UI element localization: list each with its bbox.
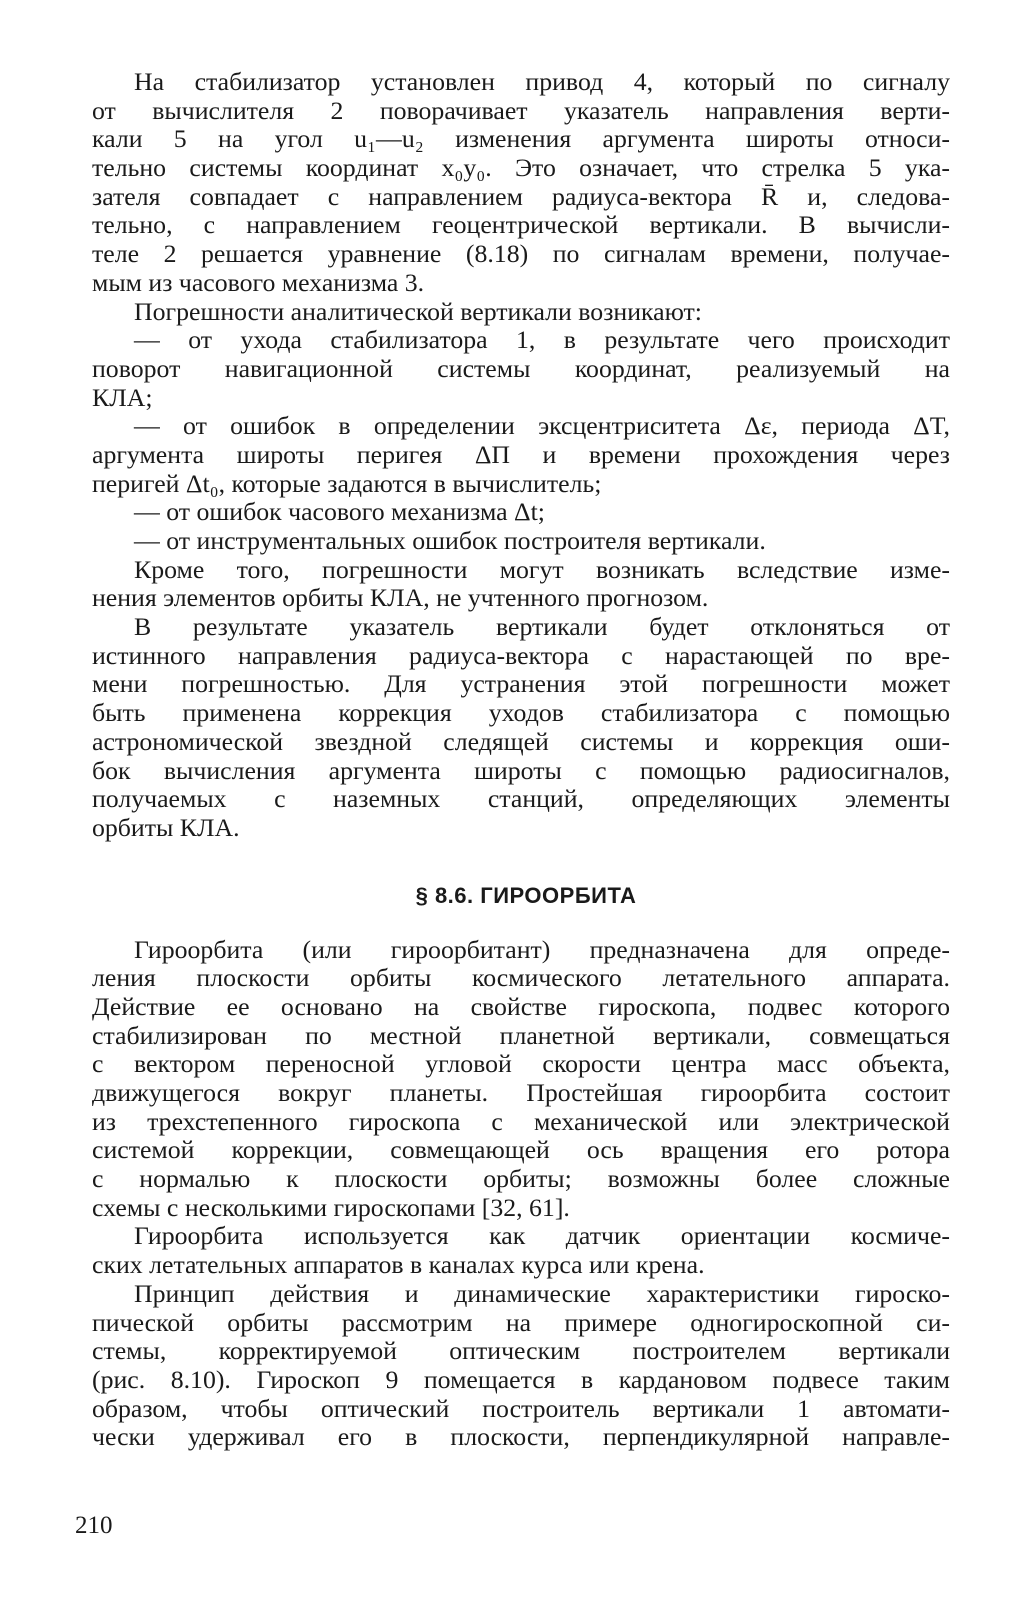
text-line: — от инструментальных ошибок построителя вертикали. xyxy=(134,527,766,555)
text-line: бок вычисления аргумента широты с помощью радиосигналов, xyxy=(92,756,950,785)
text-line: стабилизирован по местной планетной вертикали, совмещаться xyxy=(92,1021,950,1050)
text-line: образом, чтобы оптический построитель вертикали 1 автомати- xyxy=(92,1394,950,1423)
page-number: 210 xyxy=(75,1512,113,1539)
text-line: с нормалью к плоскости орбиты; возможны более сложные xyxy=(92,1165,950,1194)
text-line: астрономической звездной следящей системы и коррекция оши- xyxy=(92,727,950,756)
paragraph xyxy=(92,498,950,527)
text-line: стемы, корректируемой оптическим построителем вертикали xyxy=(92,1337,950,1366)
text-line: из трехстепенного гироскопа с механической или электрической xyxy=(92,1107,950,1136)
body-text xyxy=(92,68,950,1452)
text-line: быть применена коррекция уходов стабилизатора с помощью xyxy=(92,699,950,728)
text-line: (рис. 8.10). Гироскоп 9 помещается в кардановом подвесе таким xyxy=(92,1365,950,1394)
text-line: В результате указатель вертикали будет отклоняться от xyxy=(134,613,950,642)
text-line: схемы с несколькими гироскопами [32, 61]. xyxy=(92,1193,570,1222)
paragraph xyxy=(92,613,950,843)
paragraph xyxy=(92,298,950,327)
text-line: Действие ее основано на свойстве гироскопа, подвес которого xyxy=(92,992,950,1021)
text-line: поворот навигационной системы координат, реализуемый на xyxy=(92,354,950,383)
paragraph xyxy=(92,936,950,1223)
text-line: пической орбиты рассмотрим на примере одногироскопной си- xyxy=(92,1308,950,1337)
text-line: Кроме того, погрешности могут возникать вследствие изме- xyxy=(134,555,950,584)
text-line: чески удерживал его в плоскости, перпендикулярной направле- xyxy=(92,1423,950,1452)
text-line: Гироорбита (или гироорбитант) предназначена для опреде- xyxy=(134,935,950,964)
text-line: ских летательных аппаратов в каналах курса или крена. xyxy=(92,1251,705,1280)
text-line: Гироорбита используется как датчик ориентации космиче- xyxy=(134,1222,950,1251)
text-line: аргумента широты перигея ΔП и времени прохождения через xyxy=(92,440,950,469)
text-line: от вычислителя 2 поворачивает указатель направления верти- xyxy=(92,96,950,125)
text-line: орбиты КЛА. xyxy=(92,813,240,842)
text-line: мым из часового механизма 3. xyxy=(92,268,425,297)
text-line: — от ошибок в определении эксцентриситета Δε, периода ΔT, xyxy=(134,412,950,441)
text-block-bottom xyxy=(92,936,950,1452)
text-line: движущегося вокруг планеты. Простейшая гироорбита состоит xyxy=(92,1079,950,1107)
text-line: тельно системы координат x₀y₀. Это означает, что стрелка 5 ука- xyxy=(92,154,950,183)
text-line: Погрешности аналитической вертикали возникают: xyxy=(134,297,702,326)
text-line: ления плоскости орбиты космического летательного аппарата. xyxy=(92,964,950,993)
paragraph xyxy=(92,68,950,298)
paragraph xyxy=(92,1222,950,1279)
paragraph xyxy=(92,556,950,613)
text-line: — от ошибок часового механизма Δt; xyxy=(134,498,545,527)
text-line: зателя совпадает с направлением радиуса-вектора R̄ и, следова- xyxy=(92,182,950,211)
section-heading: § 8.6. ГИРООРБИТА xyxy=(415,882,637,908)
text-line: — от ухода стабилизатора 1, в результате чего происходит xyxy=(134,326,950,355)
text-line: теле 2 решается уравнение (8.18) по сигналам времени, получае- xyxy=(92,240,950,269)
text-line: Принцип действия и динамические характеристики гироско- xyxy=(134,1279,950,1308)
text-line: системой коррекции, совмещающей ось вращения его ротора xyxy=(92,1136,950,1165)
text-line: нения элементов орбиты КЛА, не учтенного прогнозом. xyxy=(92,584,709,613)
paragraph xyxy=(92,1280,950,1452)
paragraph xyxy=(92,527,950,556)
paragraph xyxy=(92,412,950,498)
text-line: мени погрешностью. Для устранения этой погрешности может xyxy=(92,670,950,699)
paragraph xyxy=(92,326,950,412)
text-line: с вектором переносной угловой скорости центра масс объекта, xyxy=(92,1050,950,1079)
text-line: истинного направления радиуса-вектора с нарастающей по вре- xyxy=(92,641,950,670)
text-block-top xyxy=(92,68,950,843)
text-line: получаемых с наземных станций, определяющих элементы xyxy=(92,785,950,814)
text-line: перигей Δt₀, которые задаются в вычислитель; xyxy=(92,469,602,498)
text-line: тельно, с направлением геоцентрической вертикали. В вычисли- xyxy=(92,211,950,240)
text-line: На стабилизатор установлен привод 4, который по сигналу xyxy=(134,68,950,96)
text-line: кали 5 на угол u₁—u₂ изменения аргумента широты относи- xyxy=(92,125,950,154)
text-line: КЛА; xyxy=(92,383,153,412)
